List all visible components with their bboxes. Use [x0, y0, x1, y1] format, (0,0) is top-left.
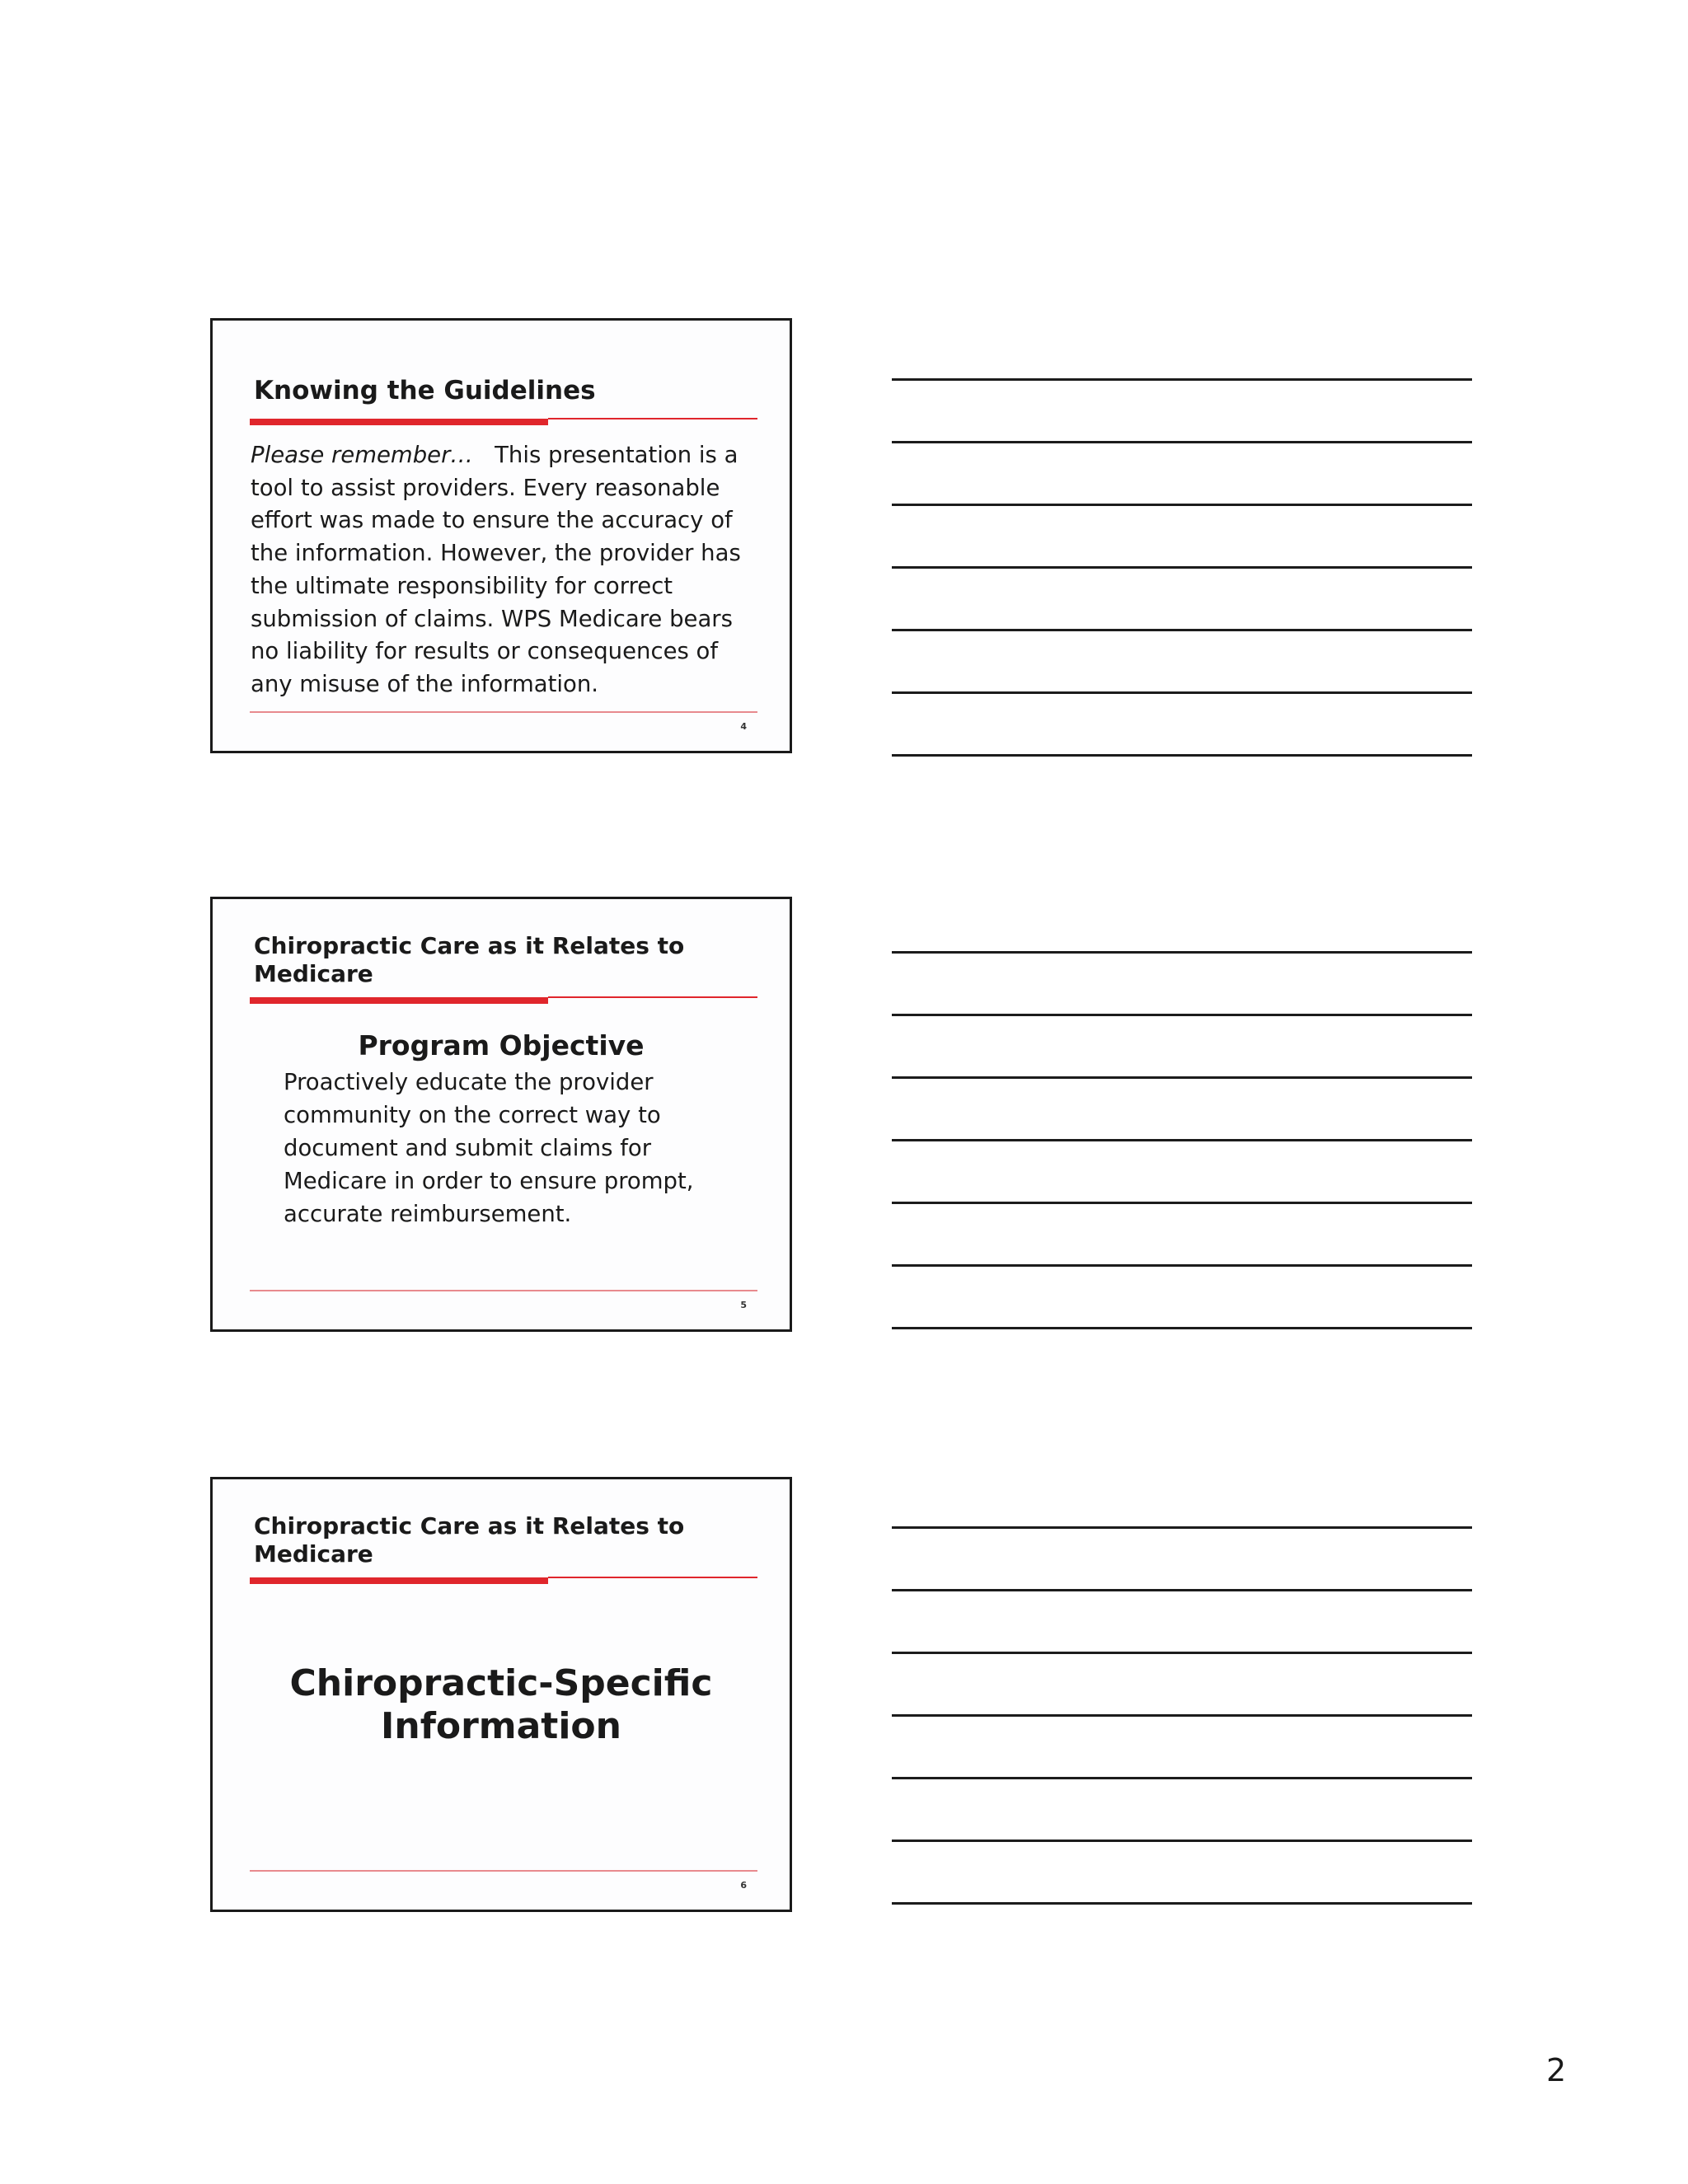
- note-line: [892, 1327, 1472, 1329]
- note-line: [892, 441, 1472, 443]
- section-heading: Chiropractic-Specific Information: [289, 1662, 713, 1747]
- note-line: [892, 1264, 1472, 1267]
- note-line: [892, 504, 1472, 506]
- notes-lines-1: [892, 378, 1472, 817]
- note-line: [892, 951, 1472, 954]
- slide-number: 6: [740, 1880, 747, 1891]
- slide-number: 4: [740, 721, 747, 732]
- note-line: [892, 566, 1472, 569]
- slide-body: [251, 439, 762, 701]
- slide-title: Chiropractic Care as it Relates to Medicare: [254, 1512, 685, 1568]
- note-line: [892, 378, 1472, 381]
- slide-text: This presentation is a tool to assist providers. Every reasonable effort was made to ensure the accuracy of the information. However, the provider has the ultimate responsibility for correct submission of claims. WPS Medicare bears no liability for results or consequences of any misuse of the information.: [251, 442, 741, 697]
- slide-title: Knowing the Guidelines: [254, 376, 596, 405]
- note-line: [892, 1076, 1472, 1079]
- slide-title: Chiropractic Care as it Relates to Medicare: [254, 932, 685, 987]
- note-line: [892, 1652, 1472, 1654]
- title-rule: [250, 996, 757, 1004]
- note-line: [892, 1139, 1472, 1141]
- note-line: [892, 691, 1472, 694]
- note-line: [892, 1714, 1472, 1717]
- slide-4: [210, 318, 792, 753]
- slide-5: [210, 897, 792, 1332]
- program-objective-text: Proactively educate the provider community on the correct way to document and submit claims for Medicare in order to ensure prompt, accurate reimbursement.: [284, 1069, 694, 1227]
- note-line: [892, 1202, 1472, 1204]
- note-line: [892, 754, 1472, 757]
- note-line: [892, 1014, 1472, 1016]
- title-rule: [250, 1577, 757, 1584]
- note-line: [892, 1840, 1472, 1842]
- note-line: [892, 1526, 1472, 1529]
- page-number: 2: [1546, 2052, 1567, 2088]
- note-line: [892, 629, 1472, 631]
- slide-6: [210, 1477, 792, 1912]
- footer-rule: [250, 1290, 757, 1291]
- slide-lead: Please remember…: [251, 442, 473, 468]
- note-line: [892, 1902, 1472, 1905]
- slide-number: 5: [740, 1300, 747, 1310]
- footer-rule: [250, 1870, 757, 1872]
- title-rule: [250, 418, 757, 425]
- notes-lines-3: [892, 1526, 1472, 1965]
- note-line: [892, 1777, 1472, 1779]
- notes-lines-2: [892, 951, 1472, 1390]
- note-line: [892, 1589, 1472, 1591]
- footer-rule: [250, 711, 757, 713]
- program-objective-heading: Program Objective: [358, 1029, 645, 1062]
